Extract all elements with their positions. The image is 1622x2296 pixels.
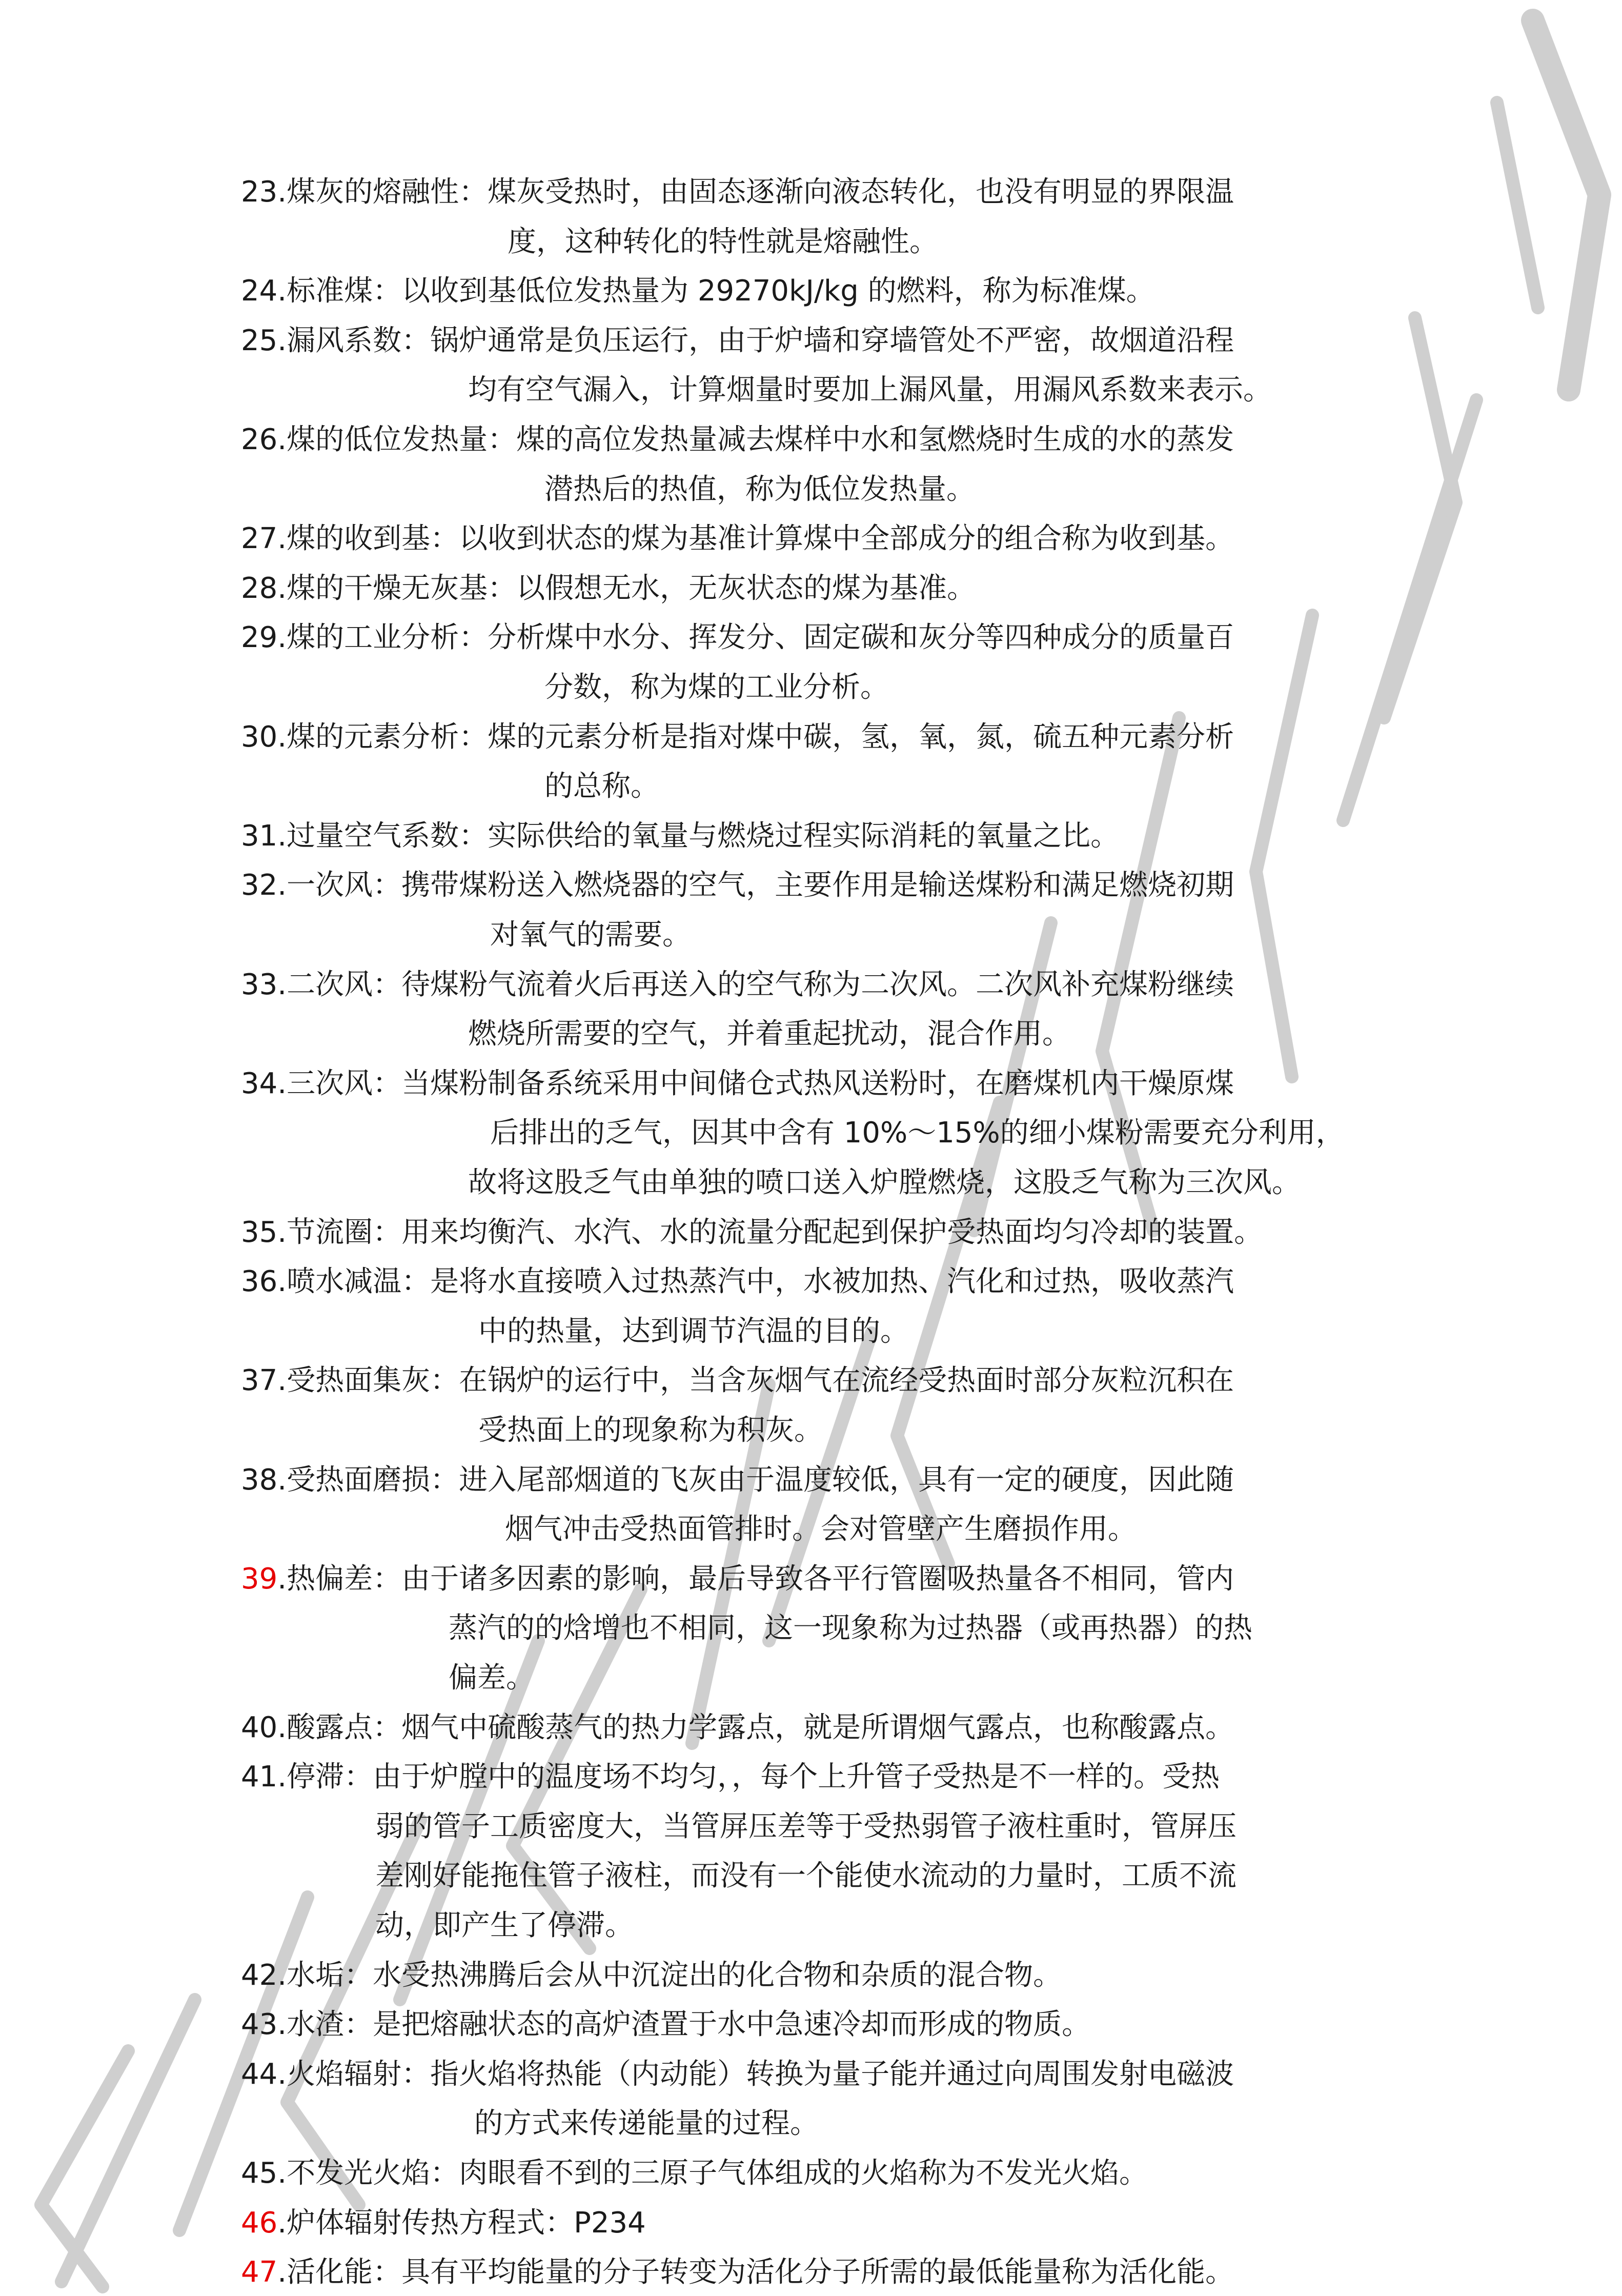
definition-continuation (478, 1311, 909, 1352)
definition-text: 煤的元素分析：煤的元素分析是指对煤中碳，氢，氧，氮，硫五种元素分析 (287, 720, 1234, 754)
definition-item (241, 617, 1234, 658)
definition-text: 炉体辐射传热方程式：P234 (287, 2206, 646, 2240)
definition-item (241, 865, 1234, 906)
definition-text: 烟气冲击受热面管排时。会对管壁产生磨损作用。 (505, 1513, 1137, 1546)
definition-text: 的方式来传递能量的过程。 (474, 2107, 819, 2141)
definition-item (241, 1955, 1062, 1996)
definition-item (241, 568, 976, 609)
definition-continuation (375, 1856, 1236, 1897)
definition-item (241, 2252, 1234, 2293)
definition-text: 故将这股乏气由单独的喷口送入炉膛燃烧，这股乏气称为三次风。 (468, 1166, 1301, 1199)
item-number: 26 (241, 423, 278, 456)
definition-item (241, 1757, 1220, 1798)
definition-text: 酸露点：烟气中硫酸蒸气的热力学露点，就是所谓烟气露点，也称酸露点。 (287, 1710, 1234, 1744)
definition-text: 受热面集灰：在锅炉的运行中，当含灰烟气在流经受热面时部分灰粒沉积在 (287, 1364, 1234, 1398)
item-number-dot: . (277, 1265, 287, 1299)
definition-text: 三次风：当煤粉制备系统采用中间储仓式热风送粉时，在磨煤机内干燥原煤 (287, 1066, 1234, 1100)
item-number: 24 (241, 274, 278, 308)
item-number: 42 (241, 1958, 278, 1992)
item-number-dot: . (277, 2057, 287, 2091)
item-number-dot: . (277, 968, 287, 1001)
item-number-dot: . (277, 1364, 287, 1398)
item-number: 28 (241, 571, 278, 605)
item-number-dot: . (277, 2008, 287, 2042)
item-number: 40 (241, 1710, 278, 1744)
definition-item (241, 2153, 1148, 2194)
item-number: 37 (241, 1364, 278, 1398)
definition-item (241, 1063, 1234, 1104)
definition-item (241, 271, 1155, 312)
definition-text: 过量空气系数：实际供给的氧量与燃烧过程实际消耗的氧量之比。 (287, 819, 1120, 853)
item-number-dot: . (277, 522, 287, 556)
definition-item (241, 1360, 1234, 1401)
definition-text: 的总称。 (544, 770, 659, 803)
definition-text: 受热面磨损：进入尾部烟道的飞灰由于温度较低，具有一定的硬度，因此随 (287, 1463, 1234, 1497)
definition-continuation (468, 1014, 1071, 1055)
definition-text: 二次风：待煤粉气流着火后再送入的空气称为二次风。二次风补充煤粉继续 (287, 968, 1234, 1001)
definition-text: 蒸汽的的焓增也不相同，这一现象称为过热器（或再热器）的热 (449, 1612, 1252, 1645)
item-number-dot: . (277, 2206, 287, 2240)
definition-item (241, 816, 1119, 857)
definition-text: 漏风系数：锅炉通常是负压运行，由于炉墙和穿墙管处不严密，故烟道沿程 (287, 324, 1234, 357)
item-number-dot: . (277, 1215, 287, 1249)
item-number: 39 (241, 1562, 278, 1596)
definition-text: 中的热量，达到调节汽温的目的。 (478, 1314, 909, 1348)
definition-text: 均有空气漏入，计算烟量时要加上漏风量，用漏风系数来表示。 (468, 373, 1272, 407)
definition-text: 喷水减温：是将水直接喷入过热蒸汽中，水被加热、汽化和过热，吸收蒸汽 (287, 1265, 1234, 1299)
definition-continuation (468, 1162, 1301, 1203)
definition-text: 水垢：水受热沸腾后会从中沉淀出的化合物和杂质的混合物。 (287, 1958, 1062, 1992)
item-number: 35 (241, 1215, 278, 1249)
definition-continuation (544, 766, 659, 807)
item-number-dot: . (277, 1958, 287, 1992)
item-number-dot: . (277, 423, 287, 456)
definition-item (241, 717, 1234, 758)
item-number: 46 (241, 2206, 278, 2240)
item-number-dot: . (277, 869, 287, 902)
definition-item (241, 172, 1234, 213)
definition-item (241, 518, 1234, 559)
definition-text: 停滞：由于炉膛中的温度场不均匀，，每个上升管子受热是不一样的。受热 (287, 1760, 1220, 1794)
definition-text: 对氧气的需要。 (490, 918, 691, 952)
definition-item (241, 419, 1234, 460)
definition-text: 热偏差：由于诸多因素的影响，最后导致各平行管圈吸热量各不相同，管内 (287, 1562, 1234, 1596)
item-number: 32 (241, 869, 278, 902)
definition-item (241, 1460, 1234, 1501)
definition-continuation (490, 1113, 1345, 1154)
definition-item (241, 1707, 1234, 1748)
item-number-dot: . (277, 2255, 287, 2289)
definition-text: 煤灰的熔融性：煤灰受热时，由固态逐渐向液态转化，也没有明显的界限温 (287, 175, 1234, 209)
definition-continuation (544, 469, 975, 510)
definition-text: 煤的低位发热量：煤的高位发热量减去煤样中水和氢燃烧时生成的水的蒸发 (287, 423, 1234, 456)
definition-text: 煤的收到基：以收到状态的煤为基准计算煤中全部成分的组合称为收到基。 (287, 522, 1234, 556)
definition-item (241, 964, 1234, 1005)
definition-continuation (449, 1658, 535, 1699)
item-number: 38 (241, 1463, 278, 1497)
definition-text: 煤的干燥无灰基：以假想无水，无灰状态的煤为基准。 (287, 571, 976, 605)
definition-continuation (468, 370, 1272, 411)
item-number-dot: . (277, 1562, 287, 1596)
item-number-dot: . (277, 274, 287, 308)
definition-continuation (505, 1509, 1137, 1550)
item-number: 30 (241, 720, 278, 754)
item-number: 36 (241, 1265, 278, 1299)
definition-text: 差刚好能拖住管子液柱，而没有一个能使水流动的力量时，工质不流 (375, 1859, 1236, 1893)
definition-text: 煤的工业分析：分析煤中水分、挥发分、固定碳和灰分等四种成分的质量百 (287, 621, 1234, 655)
definition-text: 节流圈：用来均衡汽、水汽、水的流量分配起到保护受热面均匀冷却的装置。 (287, 1215, 1263, 1249)
item-number: 27 (241, 522, 278, 556)
item-number: 45 (241, 2157, 278, 2190)
item-number: 47 (241, 2255, 278, 2289)
definition-continuation (490, 915, 691, 956)
definition-text: 后排出的乏气，因其中含有 10%～15%的细小煤粉需要充分利用， (490, 1116, 1345, 1150)
definition-text: 潜热后的热值，称为低位发热量。 (544, 472, 975, 506)
item-number-dot: . (277, 1710, 287, 1744)
item-number-dot: . (277, 571, 287, 605)
definition-text: 活化能：具有平均能量的分子转变为活化分子所需的最低能量称为活化能。 (287, 2255, 1234, 2289)
item-number-dot: . (277, 819, 287, 853)
definition-text: 弱的管子工质密度大，当管屏压差等于受热弱管子液柱重时，管屏压 (375, 1809, 1236, 1843)
definition-continuation (449, 1608, 1252, 1649)
definition-item (241, 1212, 1263, 1253)
item-number: 33 (241, 968, 278, 1001)
item-number: 31 (241, 819, 278, 853)
definition-item (241, 1261, 1234, 1302)
definition-text: 度，这种转化的特性就是熔融性。 (508, 225, 938, 258)
definition-item (241, 320, 1234, 361)
definition-text: 一次风：携带煤粉送入燃烧器的空气，主要作用是输送煤粉和满足燃烧初期 (287, 869, 1234, 902)
definition-text: 燃烧所需要的空气，并着重起扰动，混合作用。 (468, 1017, 1071, 1051)
item-number: 29 (241, 621, 278, 655)
item-number: 34 (241, 1066, 278, 1100)
item-number-dot: . (277, 1760, 287, 1794)
definition-text: 分数，称为煤的工业分析。 (544, 671, 889, 704)
definition-item (241, 1559, 1234, 1600)
item-number-dot: . (277, 720, 287, 754)
item-number-dot: . (277, 324, 287, 357)
definition-text: 偏差。 (449, 1661, 535, 1695)
item-number: 41 (241, 1760, 278, 1794)
item-number: 43 (241, 2008, 278, 2042)
definition-continuation (474, 2103, 819, 2144)
definition-continuation (544, 667, 889, 708)
item-number-dot: . (277, 1066, 287, 1100)
definition-item (241, 2054, 1234, 2095)
item-number-dot: . (277, 2157, 287, 2190)
item-number-dot: . (277, 175, 287, 209)
definition-text: 动，即产生了停滞。 (375, 1909, 634, 1942)
definition-item (241, 2004, 1090, 2045)
item-number: 23 (241, 175, 278, 209)
definition-text: 标准煤：以收到基低位发热量为 29270kJ/kg 的燃料，称为标准煤。 (287, 274, 1155, 308)
item-number-dot: . (277, 621, 287, 655)
definition-item (241, 2203, 646, 2244)
item-number-dot: . (277, 1463, 287, 1497)
definition-continuation (508, 221, 938, 263)
definition-continuation (375, 1905, 634, 1946)
item-number: 44 (241, 2057, 278, 2091)
definition-text: 不发光火焰：肉眼看不到的三原子气体组成的火焰称为不发光火焰。 (287, 2157, 1148, 2190)
definition-text: 受热面上的现象称为积灰。 (478, 1414, 823, 1447)
definition-text: 火焰辐射：指火焰将热能（内动能）转换为量子能并通过向周围发射电磁波 (287, 2057, 1234, 2091)
definition-continuation (478, 1410, 823, 1451)
definition-text: 水渣：是把熔融状态的高炉渣置于水中急速冷却而形成的物质。 (287, 2008, 1091, 2042)
definition-continuation (375, 1806, 1236, 1847)
item-number: 25 (241, 324, 278, 357)
